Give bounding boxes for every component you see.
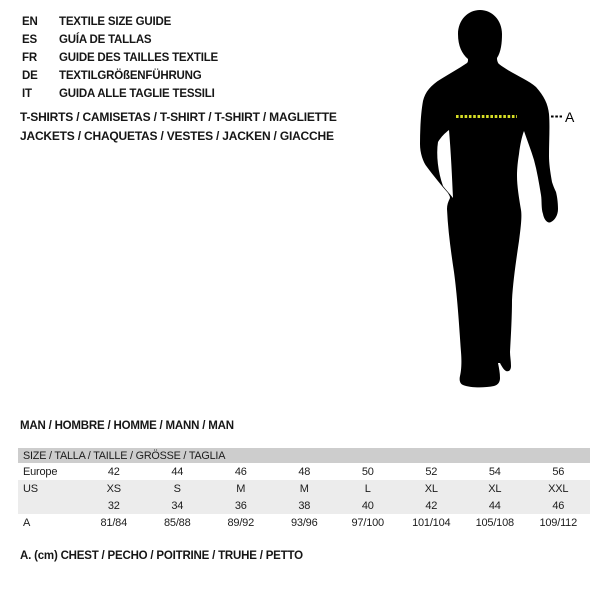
size-cell: 42 [400,497,464,514]
language-title: GUIDE DES TAILLES TEXTILE [59,52,218,64]
size-cell: M [209,480,273,497]
size-cell: 85/88 [163,516,191,529]
size-cell: 44 [463,497,527,514]
size-cell: 48 [298,465,311,478]
language-row-es [22,31,218,49]
garment-categories [20,108,337,145]
language-code: EN [22,16,38,28]
man-silhouette-figure [405,5,580,395]
size-cell: 34 [146,497,210,514]
measurement-figure [405,5,580,395]
section-title-man: MAN / HOMBRE / HOMME / MANN / MAN [20,420,234,432]
table-row-europe [18,463,590,480]
size-cell: 36 [209,497,273,514]
row-label: A [23,516,31,529]
table-row-us [18,480,590,497]
language-code: FR [22,52,37,64]
size-table-header-row [18,448,590,463]
category-tshirts: T-SHIRTS / CAMISETAS / T-SHIRT / T-SHIRT / MAGLIETTE [20,110,337,124]
language-code: DE [22,70,38,82]
size-cell: 109/112 [539,516,578,529]
size-cell: 105/108 [475,516,514,529]
size-cell: 38 [273,497,337,514]
size-cell: XL [463,480,527,497]
language-title: GUIDA ALLE TAGLIE TESSILI [59,88,215,100]
language-row-en [22,13,218,31]
size-cell: M [273,480,337,497]
size-cell: 81/84 [100,516,128,529]
size-table [18,448,590,531]
language-row-fr [22,49,218,67]
measurement-footnote: A. (cm) CHEST / PECHO / POITRINE / TRUHE / PETTO [20,550,303,562]
size-cell: XXL [527,480,591,497]
size-cell: XL [400,480,464,497]
language-title: TEXTILE SIZE GUIDE [59,16,172,28]
size-table-header: SIZE / TALLA / TAILLE / GRÖSSE / TAGLIA [18,448,590,463]
category-jackets: JACKETS / CHAQUETAS / VESTES / JACKEN / GIACCHE [20,128,334,143]
size-cell: S [146,480,210,497]
man-silhouette-body [420,10,558,387]
language-title: TEXTILGRÖßENFÜHRUNG [59,70,202,82]
language-list [22,13,218,103]
size-cell: 56 [552,465,565,478]
size-cell: 97/100 [351,516,384,529]
size-cell: 52 [425,465,438,478]
size-cell: 93/96 [290,516,318,529]
size-cell: 42 [107,465,120,478]
measure-label-a: A [565,109,575,125]
size-cell: 50 [361,465,374,478]
size-cell: 46 [527,497,591,514]
size-cell: 32 [82,497,146,514]
row-label: US [18,480,82,497]
size-cell: 44 [171,465,184,478]
size-cell: 40 [336,497,400,514]
size-cell: 89/92 [227,516,255,529]
language-row-de [22,67,218,85]
row-label: Europe [23,465,58,478]
language-row-it [22,85,218,103]
size-cell: XS [82,480,146,497]
size-cell: 46 [234,465,247,478]
row-label [18,497,82,514]
table-row-chest-a [18,514,590,531]
language-title: GUÍA DE TALLAS [59,34,152,46]
size-cell: L [336,480,400,497]
language-code: IT [22,88,32,100]
table-row-us-numeric [18,497,590,514]
size-cell: 54 [488,465,501,478]
size-cell: 101/104 [412,516,451,529]
language-code: ES [22,34,37,46]
